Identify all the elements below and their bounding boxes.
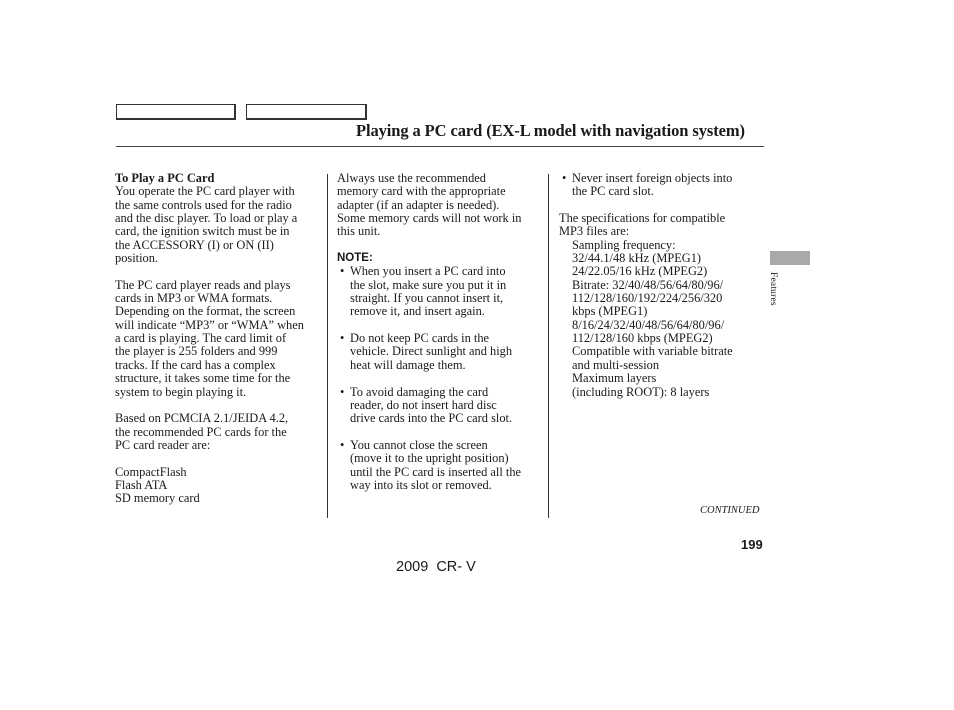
page-number: 199 [741,537,763,552]
line: until the PC card is inserted all the [350,464,522,479]
list-item: SD memory card [115,491,200,506]
line: the PC card slot. [572,184,654,199]
section-heading: To Play a PC Card [115,171,215,185]
line: and the disc player. To load or play a [115,211,298,226]
header-tab-box-left [116,104,236,120]
spec-line: and multi-session [572,357,660,372]
line: a card is playing. The card limit of [115,331,287,346]
note-bullet [337,265,542,318]
line: • To avoid damaging the card [350,384,489,399]
line: You operate the PC card player with [115,184,295,199]
card-type-list [115,466,320,506]
line: remove it, and insert again. [350,304,485,319]
note-label: NOTE: [337,252,373,265]
line: reader, do not insert hard disc [350,397,497,412]
line: vehicle. Direct sunlight and high [350,344,513,359]
line: drive cards into the PC card slot. [350,411,513,426]
spec-line: Sampling frequency: [572,237,676,252]
spec-line: 112/128/160/192/224/256/320 [572,291,723,306]
line: The specifications for compatible [559,211,726,226]
line: system to begin playing it. [115,384,247,399]
line: straight. If you cannot insert it, [350,291,504,306]
title-underline [116,146,764,147]
line: memory card with the appropriate [337,184,506,199]
line: way into its slot or removed. [350,477,492,492]
line: structure, it takes some time for the [115,371,291,386]
paragraph-intro [115,185,320,265]
line: Some memory cards will not work in [337,211,522,226]
paragraph-spec-intro [559,212,764,239]
paragraph-recommended-card [337,172,542,239]
column-2 [337,172,542,492]
note-bullet [337,439,542,492]
spec-line: Compatible with variable bitrate [572,344,733,359]
line: Based on PCMCIA 2.1/JEIDA 4.2, [115,411,289,426]
line: the slot, make sure you put it in [350,277,507,292]
column-divider [548,174,549,518]
line: the same controls used for the radio [115,197,292,212]
line: • Never insert foreign objects into [572,171,733,185]
spec-line: Maximum layers [572,371,657,386]
line: Depending on the format, the screen [115,304,296,319]
section-side-tab [770,251,810,265]
line: tracks. If the card has a complex [115,357,276,372]
footer-model: 2009 CR- V [396,559,476,575]
line: • When you insert a PC card into [350,264,506,279]
paragraph-pcmcia [115,412,320,452]
list-item: Flash ATA [115,477,168,492]
spec-line: (including ROOT): 8 layers [572,384,710,399]
spec-line: 24/22.05/16 kHz (MPEG2) [572,264,708,279]
line: the ACCESSORY (I) or ON (II) [115,237,274,252]
spec-line: kbps (MPEG1) [572,304,648,319]
line: the player is 255 folders and 999 [115,344,278,359]
line: (move it to the upright position) [350,451,509,466]
list-item: CompactFlash [115,464,187,479]
header-tab-box-right [246,104,367,120]
note-bullet [337,386,542,426]
line: adapter (if an adapter is needed). [337,197,500,212]
page-title: Playing a PC card (EX-L model with navigation system) [356,121,745,140]
section-side-label: Features [768,272,778,306]
line: MP3 files are: [559,224,630,239]
column-divider [327,174,328,518]
line: • You cannot close the screen [350,437,488,452]
line: this unit. [337,224,381,239]
paragraph-formats [115,279,320,399]
column-1 [115,172,320,506]
spec-list [559,239,764,399]
spec-line: 8/16/24/32/40/48/56/64/80/96/ [572,317,725,332]
line: heat will damage them. [350,357,466,372]
line: • Do not keep PC cards in the [350,331,490,346]
line: will indicate “MP3” or “WMA” when [115,317,304,332]
line: PC card reader are: [115,437,211,452]
spec-line: 32/44.1/48 kHz (MPEG1) [572,251,702,266]
spec-line: Bitrate: 32/40/48/56/64/80/96/ [572,277,724,292]
line: The PC card player reads and plays [115,277,291,292]
column-3 [559,172,764,399]
line: cards in MP3 or WMA formats. [115,291,273,306]
spec-line: 112/128/160 kbps (MPEG2) [572,331,713,346]
note-bullet [559,172,764,199]
line: position. [115,251,159,266]
line: the recommended PC cards for the [115,424,287,439]
continued-label: CONTINUED [700,505,760,516]
note-bullet [337,332,542,372]
line: card, the ignition switch must be in [115,224,290,239]
line: Always use the recommended [337,171,486,185]
